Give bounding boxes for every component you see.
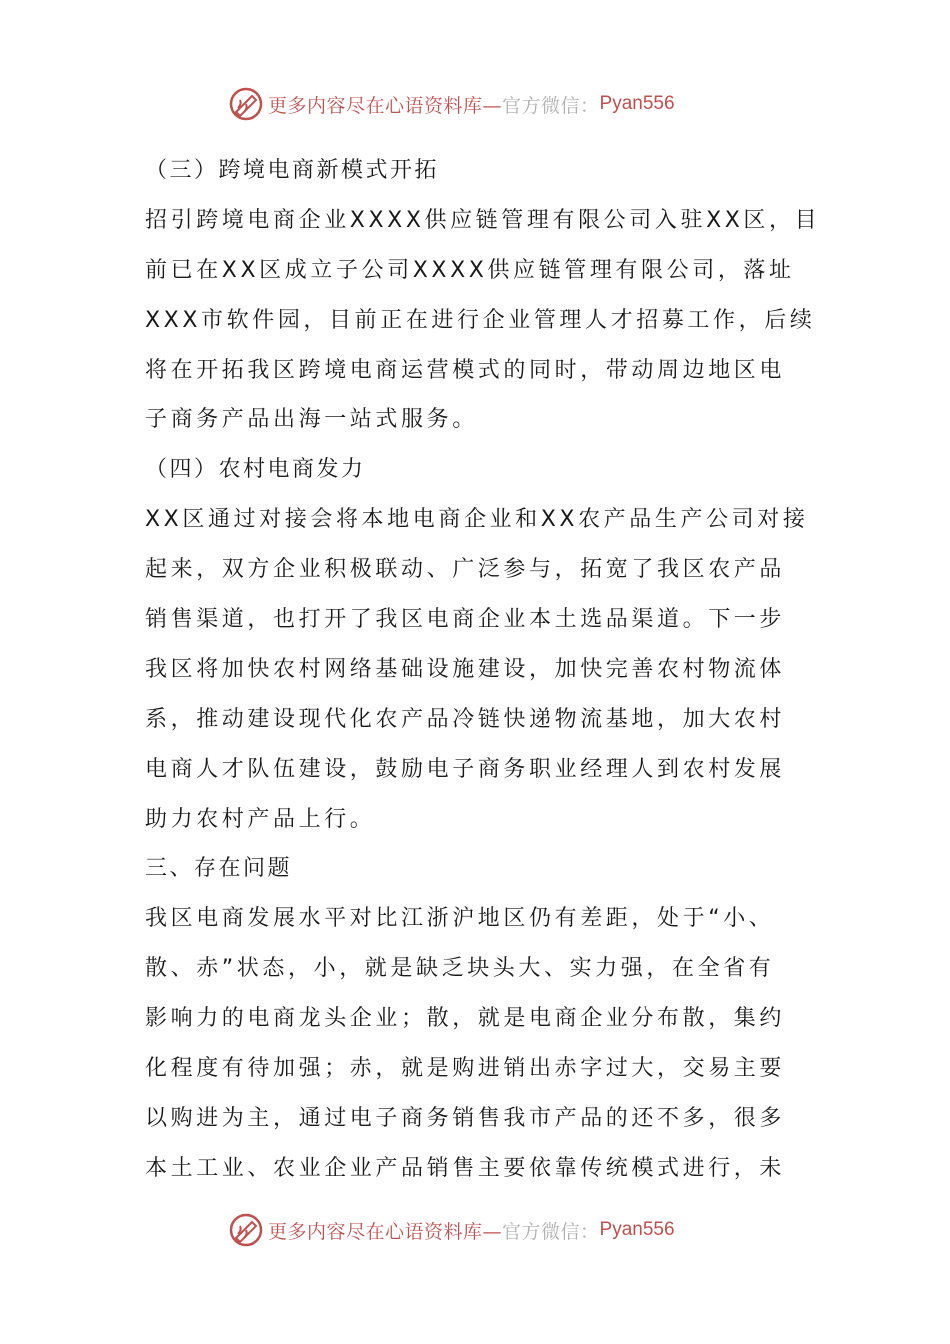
watermark-banner-top [228, 84, 748, 124]
paragraph-line: 助力农村产品上行。 [145, 806, 376, 832]
paragraph-line: 我区将加快农村网络基础设施建设，加快完善农村物流体 [145, 656, 786, 682]
paragraph-line: 招引跨境电商企业XXXX供应链管理有限公司入驻XX区，目 [145, 207, 821, 233]
paragraph-line: 子商务产品出海一站式服务。 [145, 407, 478, 433]
paragraph-line: 前已在XX区成立子公司XXXX供应链管理有限公司，落址 [145, 257, 795, 283]
pen-logo-icon [228, 86, 264, 122]
paragraph-line: 销售渠道，也打开了我区电商企业本土选品渠道。下一步 [145, 607, 786, 633]
document-body [145, 146, 821, 1194]
watermark-wechat-id: Pyan556 [599, 93, 675, 114]
section-heading: （四）农村电商发力 [145, 457, 366, 483]
paragraph-line: 散、赤”状态，小，就是缺乏块头大、实力强，在全省有 [145, 956, 775, 982]
paragraph-line: XX区通过对接会将本地电商企业和XX农产品生产公司对接 [145, 507, 809, 533]
section-heading: （三）跨境电商新模式开拓 [145, 158, 440, 183]
watermark-wechat-label: 官方微信： [502, 94, 600, 117]
paragraph-line: 本土工业、农业企业产品销售主要依靠传统模式进行，未 [145, 1155, 786, 1181]
paragraph-line: 系，推动建设现代化农产品冷链快递物流基地，加大农村 [145, 706, 786, 732]
paragraph-line: 化程度有待加强；赤，就是购进销出赤字过大，交易主要 [145, 1056, 786, 1082]
paragraph-line: 电商人才队伍建设，鼓励电子商务职业经理人到农村发展 [145, 756, 786, 782]
paragraph-line: 起来，双方企业积极联动、广泛参与，拓宽了我区农产品 [145, 557, 786, 583]
watermark-text: 更多内容尽在心语资料库— [268, 94, 503, 117]
paragraph-line: 将在开拓我区跨境电商运营模式的同时，带动周边地区电 [145, 357, 786, 383]
watermark-wechat-label: 官方微信： [502, 1220, 600, 1243]
watermark-text: 更多内容尽在心语资料库— [268, 1220, 503, 1243]
watermark-wechat-id: Pyan556 [599, 1219, 675, 1240]
paragraph-line: 我区电商发展水平对比江浙沪地区仍有差距，处于“小、 [145, 906, 775, 932]
pen-logo-icon [228, 1212, 264, 1248]
paragraph-line: XXX市软件园，目前正在进行企业管理人才招募工作，后续 [145, 307, 816, 333]
watermark-banner-bottom [228, 1210, 748, 1250]
paragraph-line: 以购进为主，通过电子商务销售我市产品的还不多，很多 [145, 1105, 786, 1131]
section-heading: 三、存在问题 [145, 856, 293, 882]
paragraph-line: 影响力的电商龙头企业；散，就是电商企业分布散，集约 [145, 1006, 786, 1032]
